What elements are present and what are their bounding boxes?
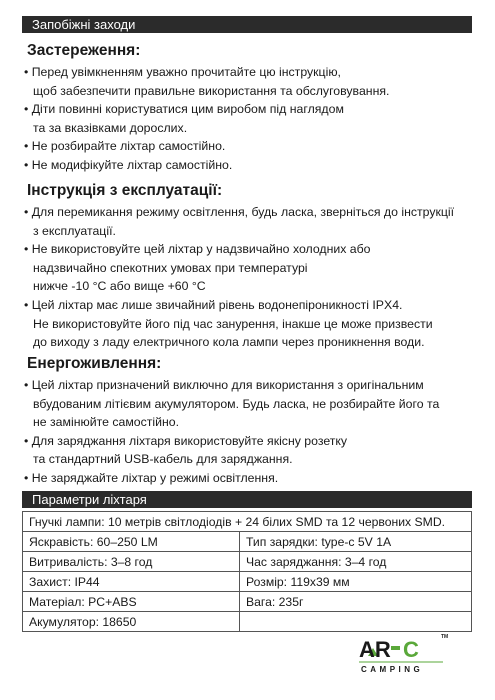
- section-bar-precautions: [22, 16, 472, 33]
- table-cell: Тип зарядки: type-c 5V 1A: [240, 532, 472, 552]
- instructions-line: до виходу з ладу електричного кола лампи через проникнення води.: [33, 335, 425, 350]
- instructions-line: • Цей ліхтар має лише звичайний рівень водонепіроникності IPX4.: [24, 297, 403, 312]
- power-line: вбудованим літієвим акумулятором. Будь ласка, не розбирайте його та: [33, 396, 440, 411]
- table-cell: Витривалість: 3–8 год: [23, 552, 240, 572]
- params-title: Параметри ліхтаря: [32, 492, 147, 507]
- instructions-heading: Інструкція з експлуатації:: [27, 182, 223, 199]
- table-cell: Яскравість: 60–250 LM: [23, 532, 240, 552]
- warnings-line: • Не розбирайте ліхтар самостійно.: [24, 139, 226, 154]
- power-heading: Енергоживлення:: [27, 355, 162, 372]
- logo-brand-left: AR: [359, 637, 391, 662]
- warnings-line: щоб забезпечити правильне використання та обслуговування.: [33, 83, 390, 98]
- instructions-line: нижче -10 °С або вище +60 °С: [33, 279, 206, 294]
- power-line: та стандартний USB-кабель для заряджання.: [33, 452, 293, 467]
- logo-tm: TM: [441, 634, 449, 640]
- table-row: [23, 552, 472, 572]
- section-bar-params: [22, 491, 472, 508]
- table-cell: Розмір: 119х39 мм: [240, 572, 472, 592]
- precautions-title: Запобіжні заходи: [32, 17, 136, 32]
- warnings-line: • Не модифікуйте ліхтар самостійно.: [24, 157, 233, 172]
- power-section: [23, 354, 473, 488]
- warnings-line: • Діти повинні користуватися цим виробом під наглядом: [24, 102, 344, 117]
- table-cell: Захист: IP44: [23, 572, 240, 592]
- table-row: [23, 592, 472, 612]
- warnings-heading: Застереження:: [27, 42, 141, 59]
- instructions-line: з експлуатації.: [33, 223, 116, 238]
- warnings-line: та за вказівками дорослих.: [33, 120, 188, 135]
- power-line: • Для заряджання ліхтаря використовуйте якісну розетку: [24, 433, 348, 448]
- instructions-line: • Не використовуйте цей ліхтар у надзвичайно холодних або: [24, 242, 371, 257]
- logo-dash-icon: [391, 646, 400, 650]
- ar-c-camping-logo: [355, 628, 465, 678]
- table-cell: Акумулятор: 18650: [23, 612, 240, 632]
- power-line: • Не заряджайте ліхтар у режимі освітлення.: [24, 470, 279, 485]
- params-table: [22, 511, 472, 632]
- instructions-line: надзвичайно спекотних умовах при температурі: [33, 260, 308, 275]
- table-row: [23, 572, 472, 592]
- table-cell: Вага: 235г: [240, 592, 472, 612]
- power-line: • Цей ліхтар призначений виключно для використання з оригінальним: [24, 378, 424, 392]
- table-cell: Матеріал: PC+ABS: [23, 592, 240, 612]
- warnings-line: • Перед увімкненням уважно прочитайте цю інструкцію,: [24, 65, 341, 79]
- instructions-section: [23, 181, 473, 352]
- instructions-line: • Для перемикання режиму освітлення, будь ласка, зверніться до інструкції: [24, 205, 455, 219]
- table-row: [23, 532, 472, 552]
- logo-brand-right: C: [403, 637, 419, 662]
- table-row: [23, 512, 472, 532]
- power-line: не замінюйте самостійно.: [33, 415, 180, 430]
- table-cell: Гнучкі лампи: 10 метрів світлодіодів + 24 білих SMD та 12 червоних SMD.: [23, 512, 472, 532]
- instructions-line: Не використовуйте його під час занурення, інакше це може призвести: [33, 316, 433, 331]
- table-cell: Час заряджання: 3–4 год: [240, 552, 472, 572]
- logo-tagline: CAMPING: [361, 665, 424, 674]
- warnings-section: [23, 41, 473, 175]
